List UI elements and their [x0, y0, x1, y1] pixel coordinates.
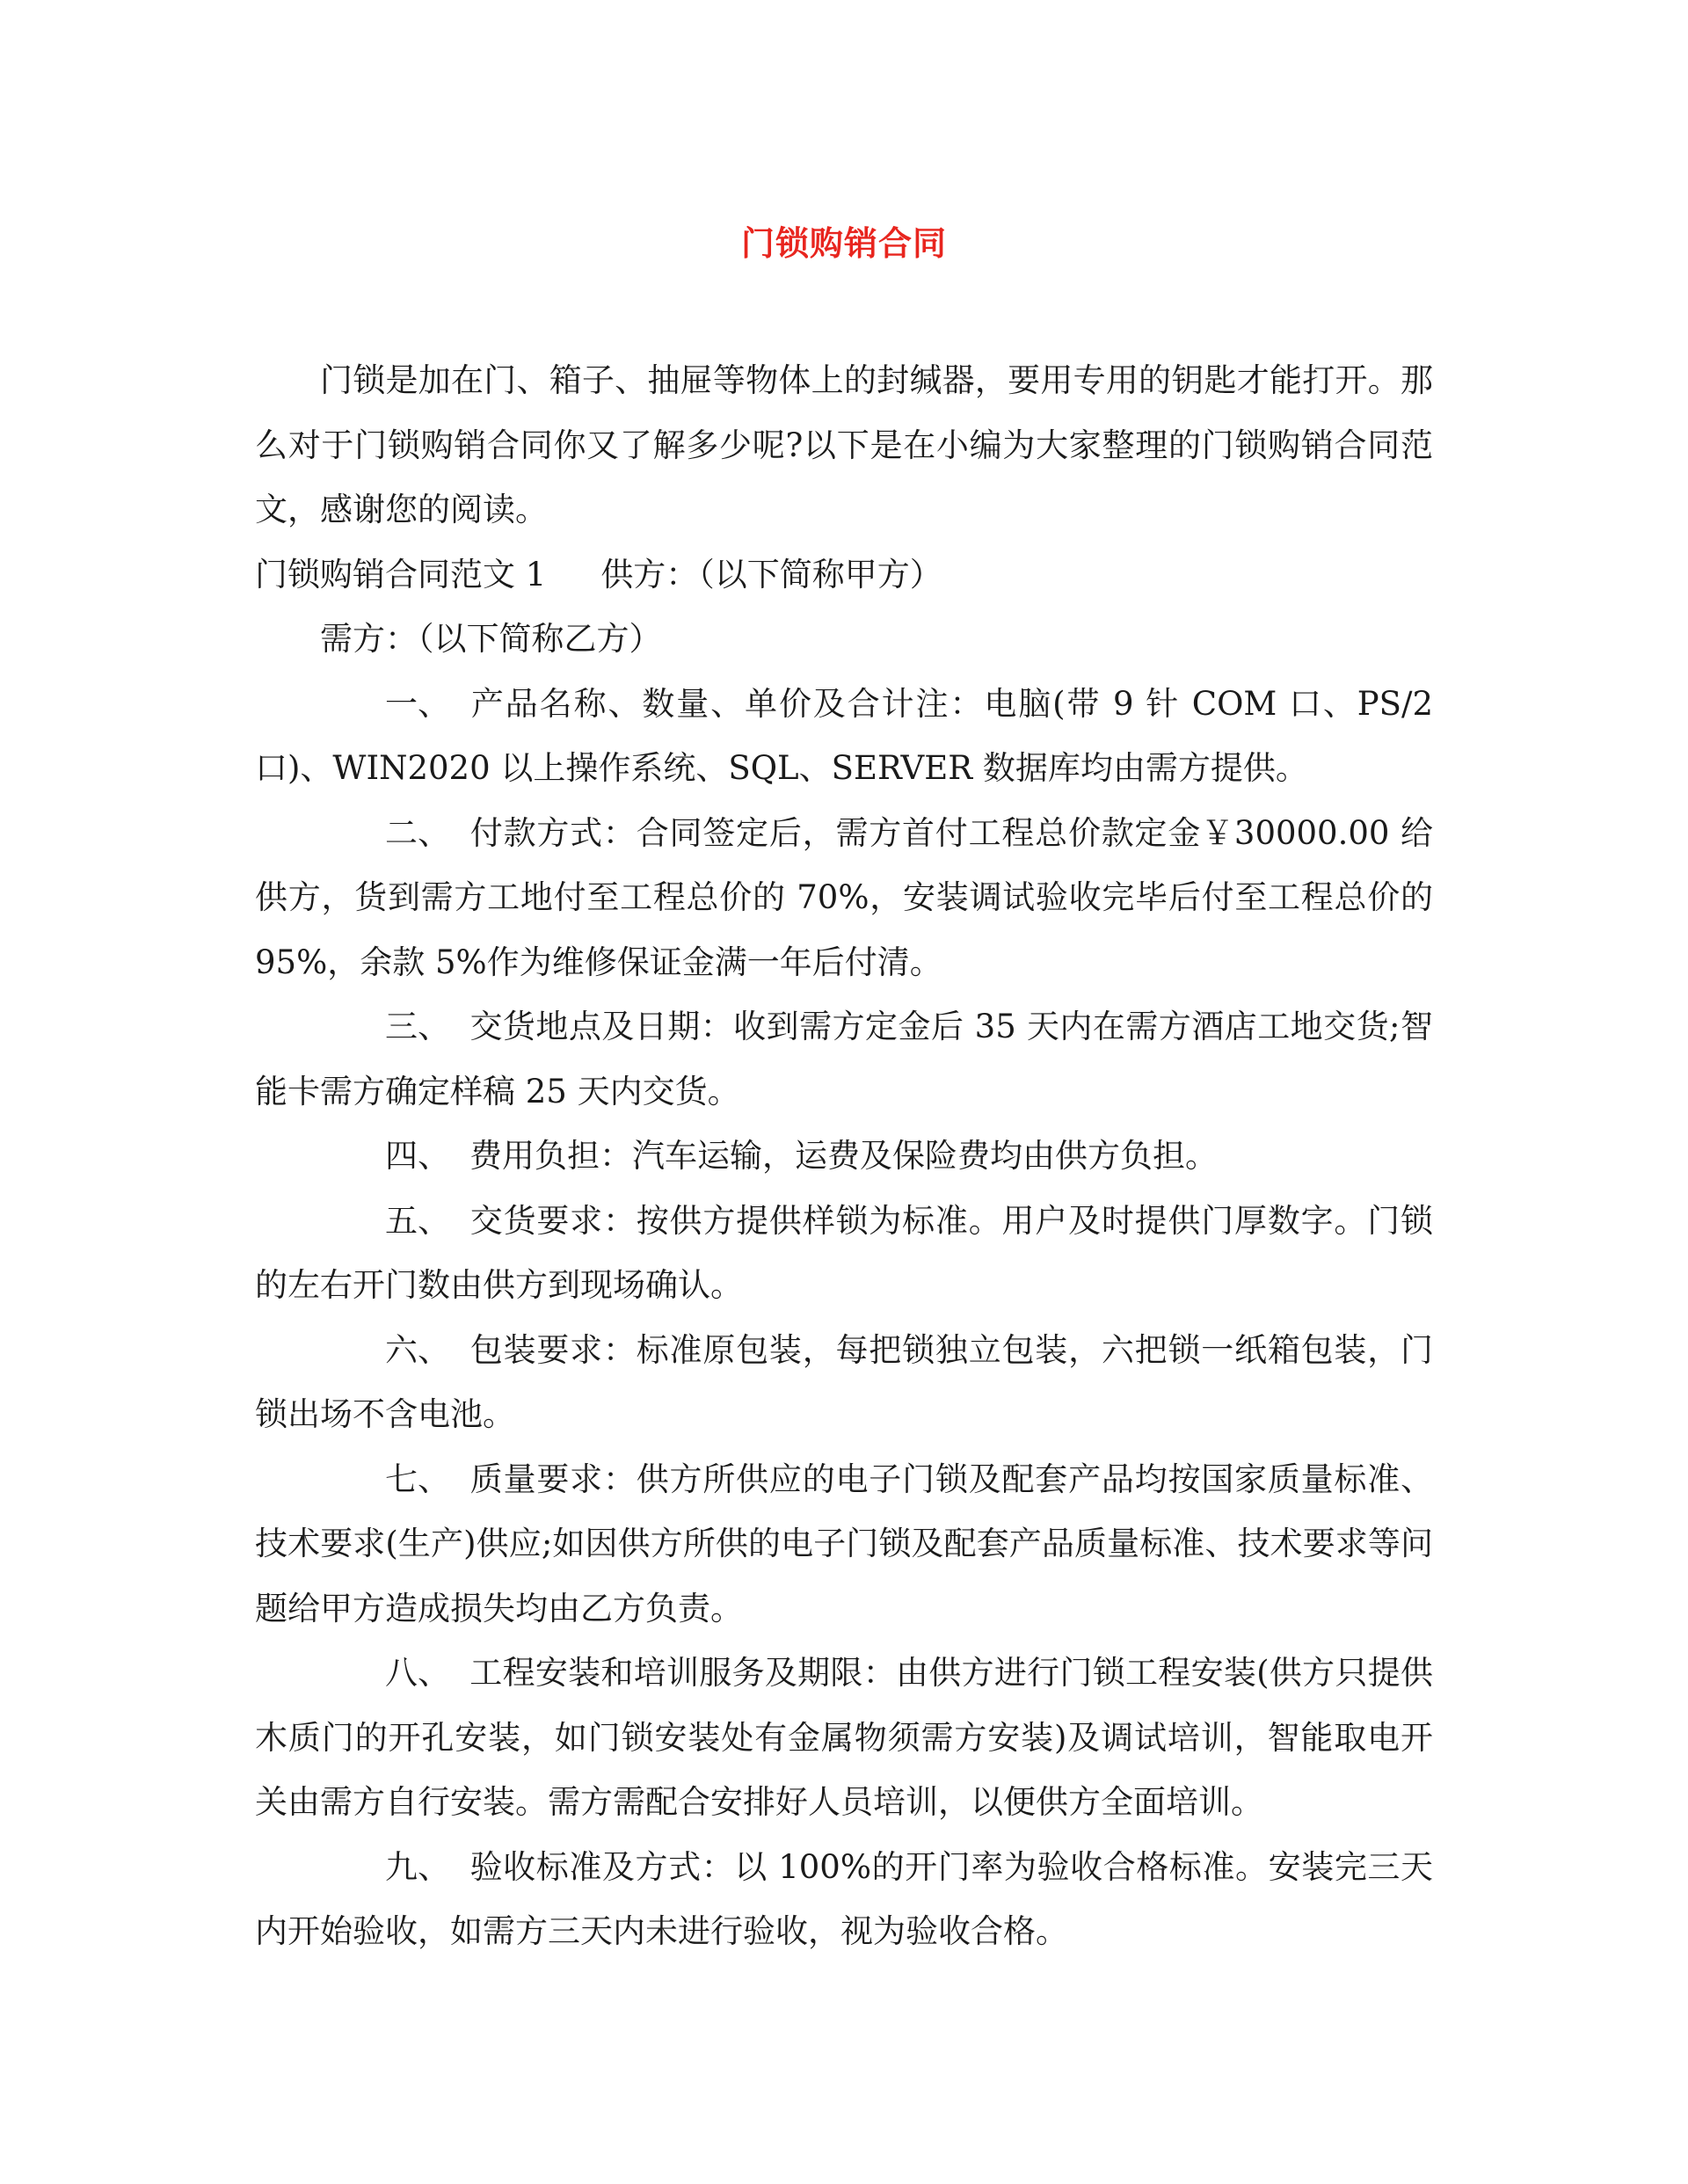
clause-number: 六、: [385, 1330, 450, 1369]
document-title: 门锁购销合同: [740, 223, 947, 263]
clause-3: [255, 994, 1433, 1124]
clause-text: 工程安装和培训服务及期限：由供方进行门锁工程安装(供方只提供木质门的开孔安装，如门锁安装处有金属物须需方安装)及调试培训，智能取电开关由需方自行安装。需方需配合安排好人员培训，以便供方全面培训。: [255, 1654, 1433, 1821]
sample-heading-line: [255, 542, 1433, 608]
clause-number: 一、: [385, 684, 450, 723]
clause-2: [255, 801, 1433, 995]
clause-6: [255, 1318, 1433, 1447]
document-body: [255, 348, 1433, 1964]
clause-text: 付款方式：合同签定后，需方首付工程总价款定金￥30000.00 给供方，货到需方工地付至工程总价的 70%，安装调试验收完毕后付至工程总价的 95%，余款 5%作为维修保证金满一年后付清。: [255, 813, 1433, 981]
clause-4: [255, 1124, 1433, 1189]
clause-number: 二、: [385, 813, 450, 852]
clause-number: 七、: [385, 1460, 450, 1498]
clause-1: [255, 672, 1433, 801]
clause-number: 三、: [385, 1008, 450, 1045]
clause-number: 八、: [385, 1654, 450, 1692]
intro-paragraph: 门锁是加在门、箱子、抽屉等物体上的封缄器，要用专用的钥匙才能打开。那么对于门锁购销合同你又了解多少呢?以下是在小编为大家整理的门锁购销合同范文，感谢您的阅读。: [255, 361, 1433, 528]
clause-text: 交货要求：按供方提供样锁为标准。用户及时提供门厚数字。门锁的左右开门数由供方到现场确认。: [255, 1201, 1433, 1304]
clause-text: 交货地点及日期：收到需方定金后 35 天内在需方酒店工地交货;智能卡需方确定样稿 25 天内交货。: [255, 1008, 1433, 1110]
clause-text: 产品名称、数量、单价及合计注：电脑(带 9 针 COM 口、PS/2 口)、WIN2020 以上操作系统、SQL、SERVER 数据库均由需方提供。: [255, 684, 1433, 787]
clause-7: [255, 1447, 1433, 1642]
clause-text: 质量要求：供方所供应的电子门锁及配套产品均按国家质量标准、技术要求(生产)供应;如因供方所供的电子门锁及配套产品质量标准、技术要求等问题给甲方造成损失均由乙方负责。: [255, 1460, 1433, 1627]
clause-text: 验收标准及方式：以 100%的开门率为验收合格标准。安装完三天内开始验收，如需方三天内未进行验收，视为验收合格。: [255, 1847, 1433, 1950]
clause-number: 九、: [385, 1847, 450, 1886]
clause-number: 四、: [385, 1137, 450, 1175]
clause-9: [255, 1835, 1433, 1964]
clause-number: 五、: [385, 1201, 450, 1240]
sample-heading: 门锁购销合同范文 1: [255, 555, 547, 593]
clause-8: [255, 1641, 1433, 1835]
buyer-line: 需方：（以下简称乙方）: [320, 620, 662, 658]
clause-text: 包装要求：标准原包装，每把锁独立包装，六把锁一纸箱包装，门锁出场不含电池。: [255, 1330, 1433, 1433]
clause-5: [255, 1189, 1433, 1318]
clause-text: 费用负担：汽车运输，运费及保险费均由供方负担。: [469, 1137, 1218, 1175]
supplier-line: 供方：（以下简称甲方）: [600, 555, 942, 593]
